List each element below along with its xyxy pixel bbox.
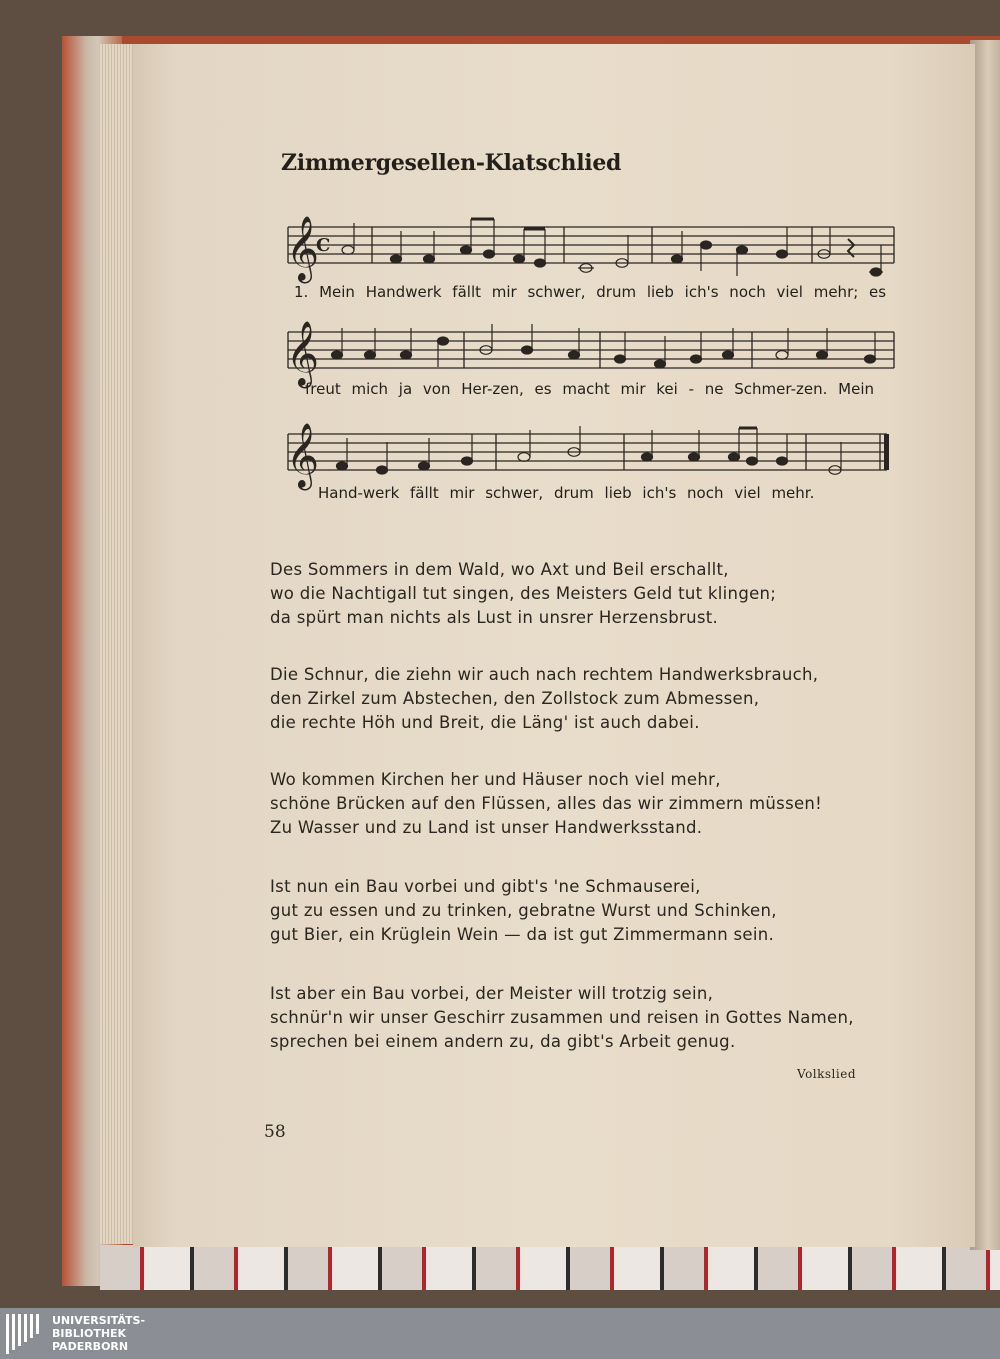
page-number: 58 — [264, 1122, 286, 1142]
stanza-line: sprechen bei einem andern zu, da gibt's Arbeit genug. — [270, 1032, 736, 1051]
library-name-line: BIBLIOTHEK — [52, 1327, 127, 1340]
library-footer-bar — [0, 1308, 1000, 1359]
library-name-line: PADERBORN — [52, 1340, 129, 1353]
lyric-line-3: Hand-werk fällt mir schwer, drum lieb ich's noch viel mehr. — [318, 484, 815, 502]
svg-text:C: C — [316, 235, 331, 256]
stanza-6 — [270, 982, 854, 1054]
song-title: Zimmergesellen-Klatschlied — [281, 150, 622, 176]
music-staff-3 — [282, 412, 900, 492]
music-staff-2 — [282, 310, 900, 390]
stanza-line: schnür'n wir unser Geschirr zusammen und reisen in Gottes Namen, — [270, 1008, 854, 1027]
stanza-line: wo die Nachtigall tut singen, des Meisters Geld tut klingen; — [270, 584, 777, 603]
stanza-line: Des Sommers in dem Wald, wo Axt und Beil erschallt, — [270, 560, 729, 579]
song-credit: Volkslied — [797, 1067, 857, 1081]
library-name-line: UNIVERSITÄTS- — [52, 1314, 146, 1327]
stanza-line: Wo kommen Kirchen her und Häuser noch viel mehr, — [270, 770, 721, 789]
lyric-line-2: freut mich ja von Her-zen, es macht mir kei - ne Schmer-zen. Mein — [305, 380, 874, 398]
stanza-line: Zu Wasser und zu Land ist unser Handwerksstand. — [270, 818, 703, 837]
stanza-3 — [270, 663, 818, 735]
stanza-line: die rechte Höh und Breit, die Läng' ist auch dabei. — [270, 713, 700, 732]
stanza-line: gut zu essen und zu trinken, gebratne Wurst und Schinken, — [270, 901, 777, 920]
library-name — [52, 1314, 145, 1353]
stanza-line: den Zirkel zum Abstechen, den Zollstock zum Abmessen, — [270, 689, 760, 708]
lyric-line-1: 1. Mein Handwerk fällt mir schwer, drum lieb ich's noch viel mehr; es — [294, 283, 887, 301]
svg-text:𝄞: 𝄞 — [286, 321, 320, 386]
stanza-line: gut Bier, ein Krüglein Wein — da ist gut Zimmermann sein. — [270, 925, 775, 944]
treble-clef-icon: 𝄞 — [286, 216, 320, 281]
stanza-2 — [270, 558, 776, 630]
stanza-line: schöne Brücken auf den Flüssen, alles das wir zimmern müssen! — [270, 794, 823, 813]
stanza-5 — [270, 875, 777, 947]
stanza-line: Ist nun ein Bau vorbei und gibt's 'ne Schmauserei, — [270, 877, 701, 896]
stanza-line: Ist aber ein Bau vorbei, der Meister will trotzig sein, — [270, 984, 714, 1003]
library-logo-icon — [6, 1314, 40, 1354]
stanza-4 — [270, 768, 822, 840]
stanza-line: Die Schnur, die ziehn wir auch nach rechtem Handwerksbrauch, — [270, 665, 819, 684]
music-staff-1 — [282, 205, 900, 285]
book-cover-bottom-edge — [100, 1245, 1000, 1290]
stanza-line: da spürt man nichts als Lust in unsrer Herzensbrust. — [270, 608, 719, 627]
svg-text:𝄞: 𝄞 — [286, 423, 320, 488]
